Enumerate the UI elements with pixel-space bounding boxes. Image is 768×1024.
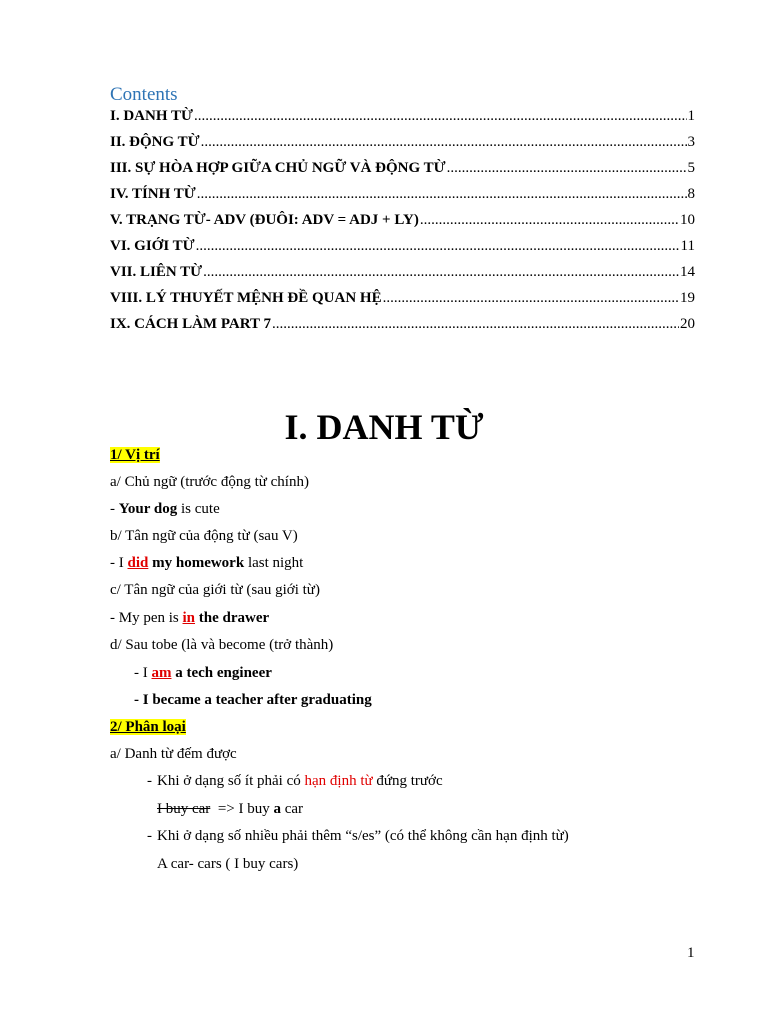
toc-entry-page: 14 [680, 264, 695, 280]
example-rest: is cute [177, 501, 220, 517]
example-d1 [134, 665, 272, 682]
bullet-pre: Khi ở dạng số ít phải có [157, 773, 305, 789]
toc-entry[interactable] [110, 316, 695, 342]
bullet-singular-example [157, 801, 303, 818]
highlighted-label: 2/ Phân loại [110, 719, 186, 735]
highlighted-label: 1/ Vị trí [110, 447, 160, 463]
example-red: am [151, 665, 172, 681]
paragraph-countable: a/ Danh từ đếm được [110, 746, 237, 762]
paragraph-d: d/ Sau tobe (là và become (trở thành) [110, 637, 334, 653]
toc-entry[interactable] [110, 108, 695, 134]
toc-entry-title: I. DANH TỪ [110, 108, 193, 124]
toc-entry[interactable] [110, 186, 695, 212]
toc-leader-dots [196, 238, 680, 255]
section-heading: I. DANH TỪ [284, 407, 484, 447]
toc-leader-dots [203, 264, 679, 281]
paragraph-c: c/ Tân ngữ của giới từ (sau giới từ) [110, 582, 320, 598]
table-of-contents [110, 108, 695, 342]
toc-entry-title: II. ĐỘNG TỪ [110, 134, 200, 150]
example-red: in [182, 610, 196, 626]
example-bold: Your dog [118, 501, 178, 517]
toc-leader-dots [201, 134, 687, 151]
bullet-red: hạn định từ [304, 773, 373, 789]
example-d2 [134, 692, 372, 709]
example-pre: - I [110, 555, 128, 571]
toc-entry-title: III. SỰ HÒA HỢP GIỮA CHỦ NGỮ VÀ ĐỘNG TỪ [110, 160, 446, 176]
page-number: 1 [687, 945, 695, 961]
example-mid: => I buy [210, 801, 274, 817]
toc-leader-dots [420, 212, 679, 229]
example-rest: last night [244, 555, 304, 571]
toc-title: Contents [110, 84, 178, 105]
toc-entry-page: 19 [680, 290, 695, 306]
toc-leader-dots [447, 160, 687, 177]
toc-entry[interactable] [110, 134, 695, 160]
example-a [110, 501, 220, 518]
bullet-singular [157, 773, 443, 790]
toc-entry-title: VI. GIỚI TỪ [110, 238, 195, 254]
example-pre: - I [134, 665, 152, 681]
paragraph-a: a/ Chủ ngữ (trước động từ chính) [110, 474, 309, 490]
example-bold: - I became a teacher after graduating [134, 692, 372, 708]
example-bold: the drawer [195, 610, 270, 626]
toc-entry-page: 10 [680, 212, 695, 228]
example-rest: car [280, 801, 304, 817]
toc-leader-dots [272, 316, 679, 333]
example-dash: - [110, 501, 119, 517]
example-pre: - My pen is [110, 610, 183, 626]
toc-entry[interactable] [110, 290, 695, 316]
toc-entry[interactable] [110, 160, 695, 186]
example-bold: my homework [148, 555, 245, 571]
example-c [110, 610, 269, 627]
toc-entry-page: 5 [687, 160, 695, 176]
toc-leader-dots [383, 290, 679, 307]
bullet-dash: - [147, 773, 152, 789]
example-bold: a [273, 801, 281, 817]
example-bold: a tech engineer [171, 665, 272, 681]
toc-leader-dots [194, 108, 687, 125]
bullet-plural-example: A car- cars ( I buy cars) [157, 856, 299, 872]
bullet-rest: đứng trước [372, 773, 443, 789]
toc-entry-title: IV. TÍNH TỪ [110, 186, 196, 202]
bullet-plural: Khi ở dạng số nhiều phải thêm “s/es” (có thể không cần hạn định từ) [157, 828, 569, 844]
toc-entry-page: 20 [680, 316, 695, 332]
toc-entry-title: VII. LIÊN TỪ [110, 264, 203, 280]
toc-entry[interactable] [110, 212, 695, 238]
subsection-label-classification [110, 719, 186, 736]
toc-entry-page: 3 [687, 134, 695, 150]
example-b [110, 555, 303, 572]
struck-text: I buy car [157, 801, 211, 817]
toc-leader-dots [197, 186, 687, 203]
bullet-dash: - [147, 828, 152, 844]
toc-entry-title: V. TRẠNG TỪ- ADV (ĐUÔI: ADV = ADJ + LY) [110, 212, 419, 228]
subsection-label-position [110, 447, 160, 464]
paragraph-b: b/ Tân ngữ của động từ (sau V) [110, 528, 298, 544]
toc-entry-page: 8 [687, 186, 695, 202]
example-red: did [127, 555, 149, 571]
toc-entry[interactable] [110, 238, 695, 264]
toc-entry-page: 1 [687, 108, 695, 124]
toc-entry[interactable] [110, 264, 695, 290]
toc-entry-title: IX. CÁCH LÀM PART 7 [110, 316, 272, 332]
toc-entry-title: VIII. LÝ THUYẾT MỆNH ĐỀ QUAN HỆ [110, 290, 382, 306]
toc-entry-page: 11 [680, 238, 695, 254]
